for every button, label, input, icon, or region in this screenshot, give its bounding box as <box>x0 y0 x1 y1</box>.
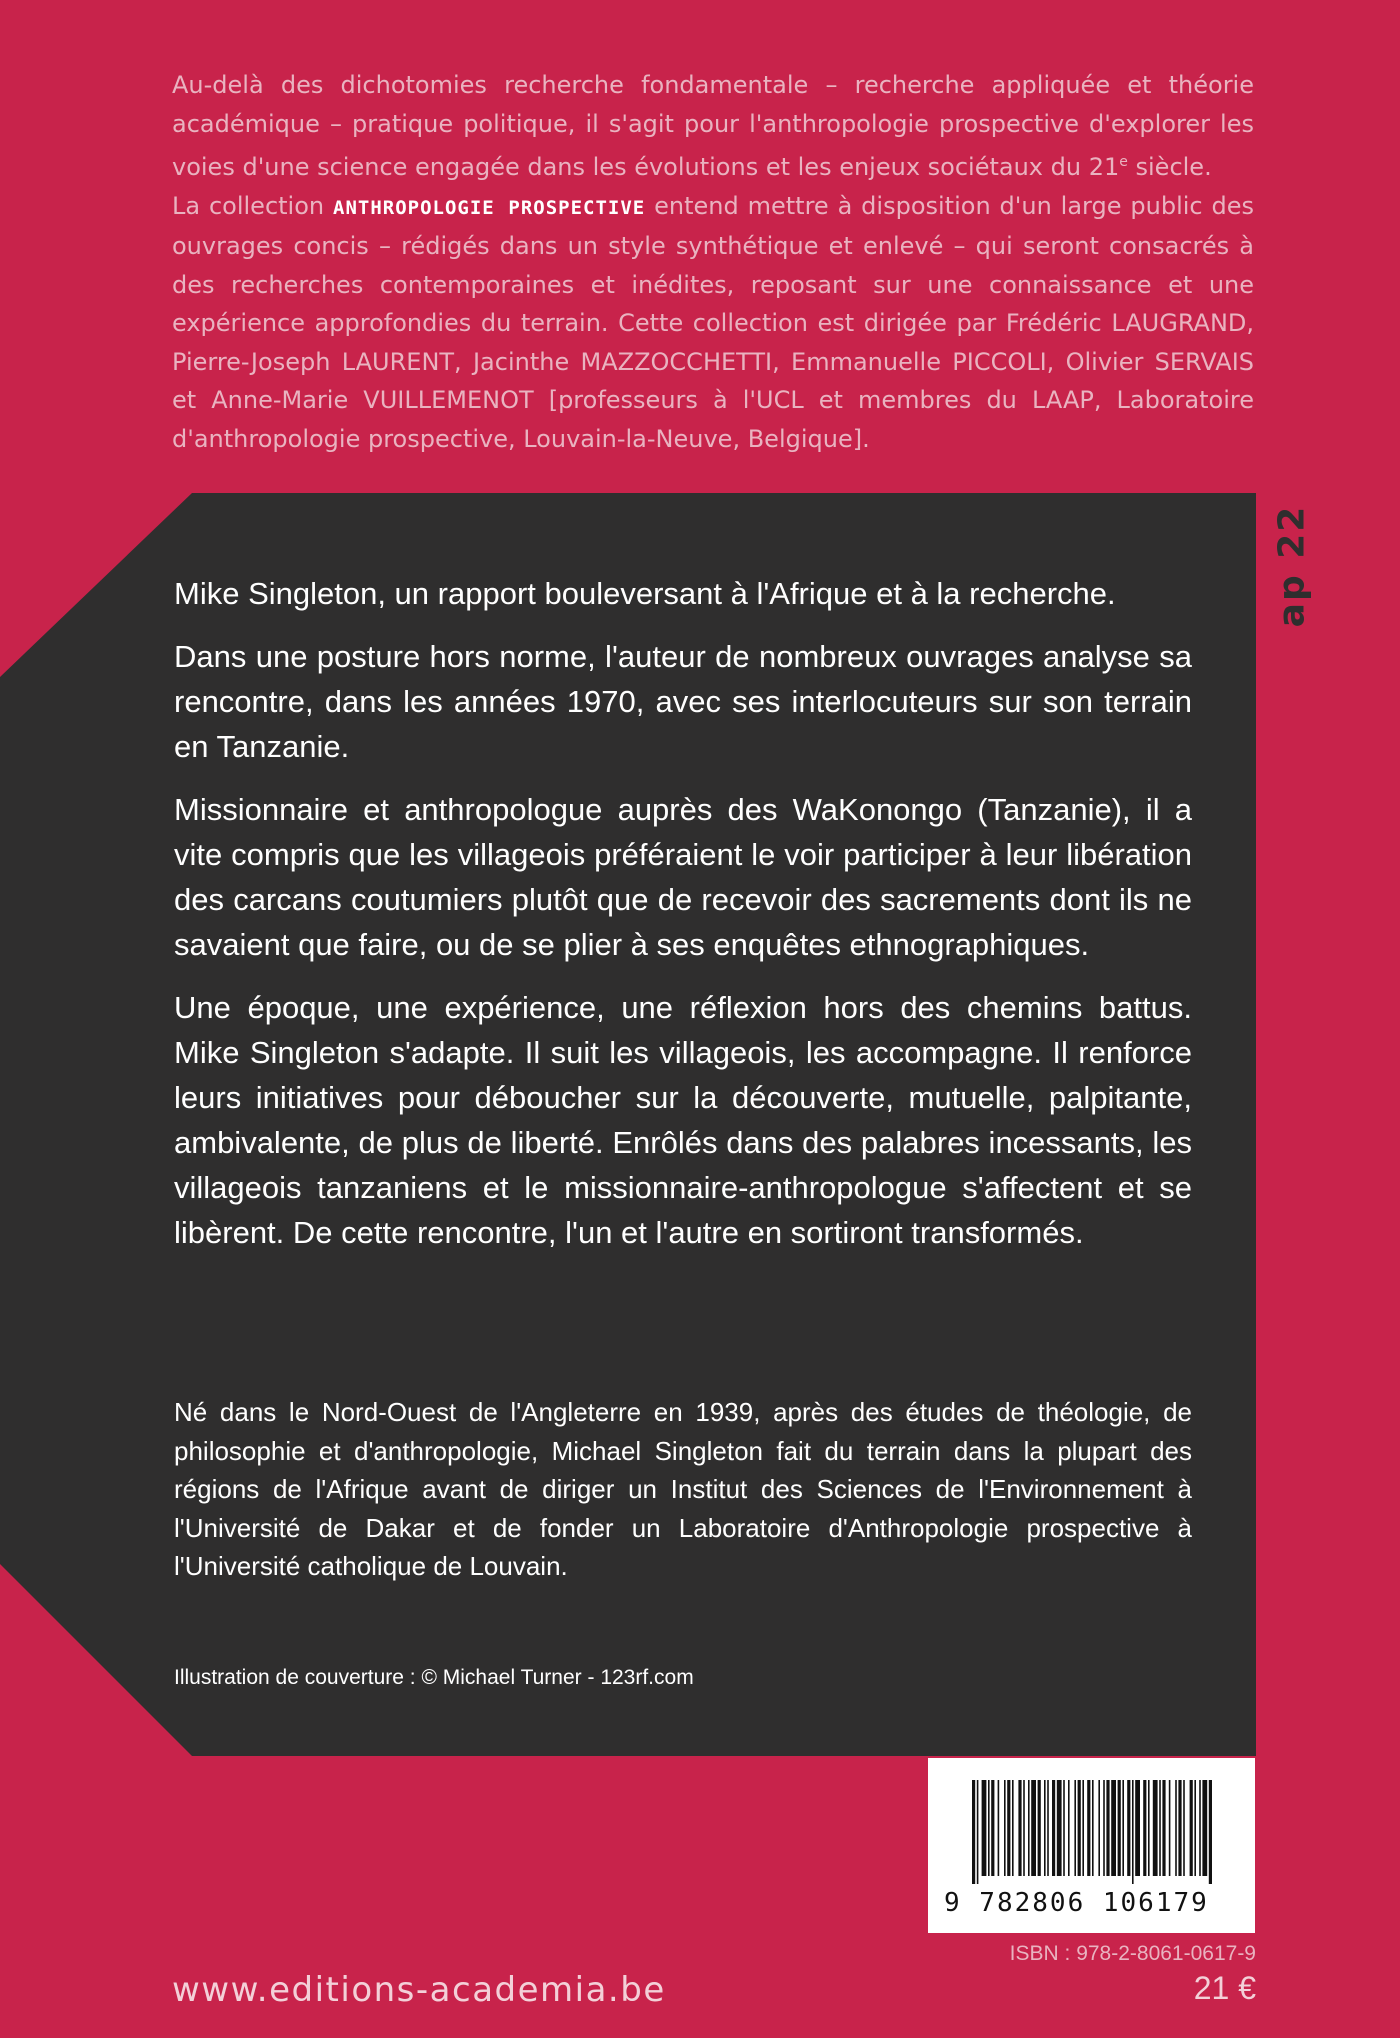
summary-paragraph: Mike Singleton, un rapport bouleversant à l'Afrique et à la recherche. <box>174 576 1116 611</box>
barcode-digits: 9 782806 106179 <box>944 1888 1209 1918</box>
summary-paragraph: Une époque, une expérience, une réflexion hors des chemins battus. Mike Singleton s'adapte. Il suit les villageois, les accompagne. Il renforce leurs initiatives pour déboucher sur la découverte, mutuelle, palpitante, ambivalente, de plus de liberté. Enrôlés dans des palabres incessants, les villageois tanzaniens et le missionnaire-anthropologue s'affectent et se libèrent. De cette rencontre, l'un et l'autre en sortiront transformés. <box>174 990 1192 1250</box>
summary-paragraph: Missionnaire et anthropologue auprès des WaKonongo (Tanzanie), il a vite compris que les villageois préféraient le voir participer à leur libération des carcans coutumiers plutôt que de recevoir des sacrements dont ils ne savaient que faire, ou de se plier à ses enquêtes ethnographiques. <box>174 792 1192 962</box>
collection-intro-paragraph <box>172 66 1254 187</box>
price: 21 € <box>1193 1970 1256 2006</box>
publisher-website: www.editions-academia.be <box>172 1970 666 2010</box>
book-summary <box>174 571 1192 1273</box>
collection-intro-end: siècle. <box>1127 153 1212 181</box>
series-label <box>1262 496 1322 636</box>
barcode-icon <box>972 1780 1212 1884</box>
collection-details: entend mettre à disposition d'un large public des ouvrages concis – rédigés dans un style synthétique et enlevé – qui seront consacrés à des recherches contemporaines et inédites, reposant sur une connaissance et une expérience approfondies du terrain. Cette collection est dirigée par Frédéric LAUGRAND, Pierre-Joseph LAURENT, Jacinthe MAZZOCCHETTI, Emmanuelle PICCOLI, Olivier SERVAIS et Anne-Marie VUILLEMENOT [professeurs à l'UCL et membres du LAAP, Laboratoire d'anthropologie prospective, Louvain-la-Neuve, Belgique]. <box>172 191 1254 453</box>
isbn: ISBN : 978-2-8061-0617-9 <box>1009 1942 1256 1965</box>
collection-details-paragraph <box>172 187 1254 459</box>
collection-intro: Au-delà des dichotomies recherche fondamentale – recherche appliquée et théorie académique – pratique politique, il s'agit pour l'anthropologie prospective d'explorer les voies d'une science engagée dans les évolutions et les enjeux sociétaux du 21 <box>172 71 1254 181</box>
century-superscript: e <box>1119 154 1128 170</box>
cover-credit: Illustration de couverture : © Michael Turner - 123rf.com <box>174 1666 694 1689</box>
author-bio-text: Né dans le Nord-Ouest de l'Angleterre en 1939, après des études de théologie, de philosophie et d'anthropologie, Michael Singleton fait du terrain dans la plupart des régions de l'Afrique avant de diriger un Institut des Sciences de l'Environnement à l'Université de Dakar et de fonder un Laboratoire d'Anthropologie prospective à l'Université catholique de Louvain. <box>174 1397 1192 1581</box>
collection-lead: La collection <box>172 191 334 220</box>
collection-name: ANTHROPOLOGIE PROSPECTIVE <box>333 196 646 219</box>
collection-description <box>172 66 1254 458</box>
summary-paragraph: Dans une posture hors norme, l'auteur de nombreux ouvrages analyse sa rencontre, dans les années 1970, avec ses interlocuteurs sur son terrain en Tanzanie. <box>174 639 1192 764</box>
series-label-text: ap 22 <box>1271 504 1313 628</box>
author-bio <box>174 1393 1192 1586</box>
barcode <box>928 1758 1255 1933</box>
